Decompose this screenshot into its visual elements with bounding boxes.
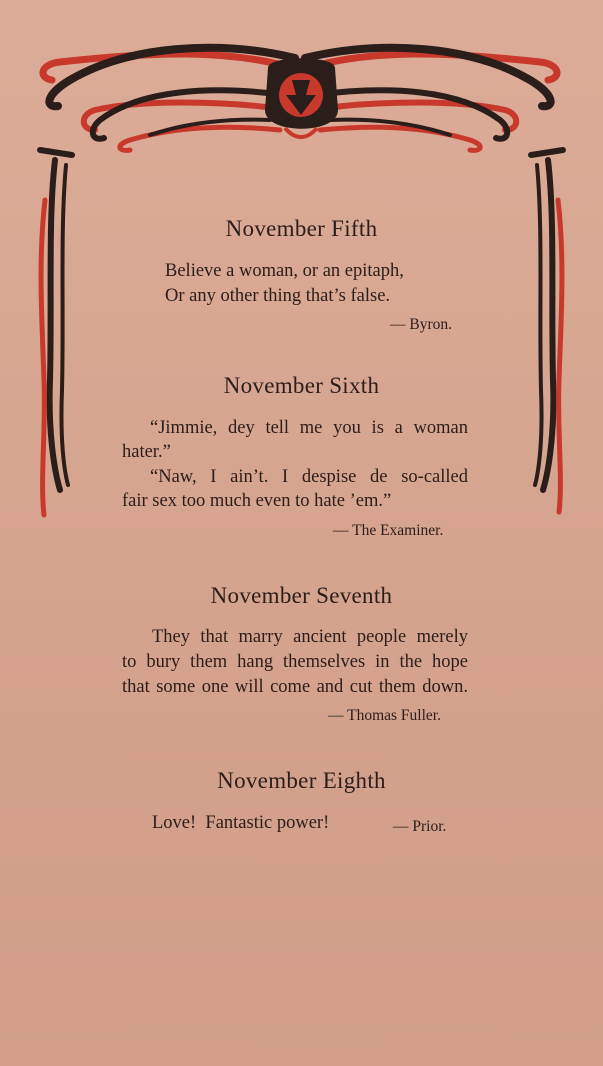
text-line: to bury them hang themselves in the hope bbox=[122, 652, 468, 672]
text-line: hater.” bbox=[122, 442, 171, 462]
attribution: — Thomas Fuller. bbox=[328, 707, 441, 724]
verse-line: Or any other thing that’s false. bbox=[165, 286, 391, 306]
section-title: November Eighth bbox=[217, 768, 386, 793]
verse-line: Believe a woman, or an epitaph, bbox=[165, 261, 404, 281]
section-title: November Fifth bbox=[225, 216, 378, 241]
attribution: — Byron. bbox=[390, 316, 452, 333]
center-mask-emblem bbox=[265, 58, 338, 137]
text-line: that some one will come and cut them down. bbox=[122, 677, 468, 697]
text-line: “Naw, I ain’t. I despise de so-called bbox=[150, 467, 468, 487]
section-title: November Seventh bbox=[210, 583, 393, 608]
attribution: — Prior. bbox=[393, 818, 447, 835]
text-line: “Jimmie, dey tell me you is a woman bbox=[150, 418, 468, 438]
attribution: — The Examiner. bbox=[333, 522, 444, 539]
section-title: November Sixth bbox=[223, 373, 380, 398]
text-line: They that marry ancient people merely bbox=[152, 627, 468, 647]
text-line: Love! Fantastic power! bbox=[152, 813, 330, 833]
text-line: fair sex too much even to hate ’em.” bbox=[122, 491, 392, 511]
